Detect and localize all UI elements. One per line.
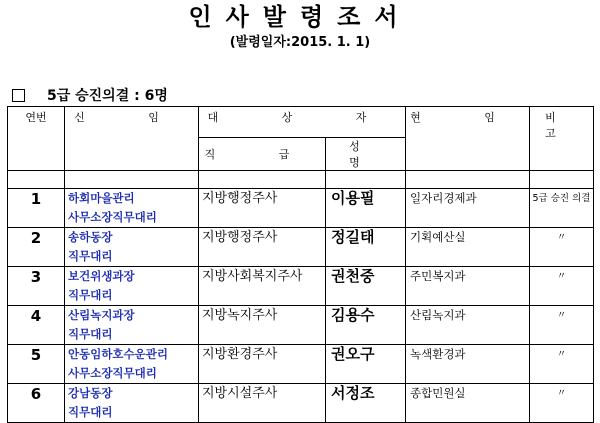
row-name: 권오구 <box>326 345 406 384</box>
new-post-line1: 보건위생과장 <box>68 269 135 283</box>
document-title: 인사발령조서 <box>188 3 412 31</box>
row-rank: 지방환경주사 <box>199 345 326 384</box>
row-current-post: 녹색환경과 <box>406 345 530 384</box>
row-rank: 지방행정주사 <box>199 228 326 267</box>
row-current-post: 종합민원실 <box>406 384 530 423</box>
row-rank: 지방시설주사 <box>199 384 326 423</box>
header-no: 연번 <box>8 107 65 171</box>
row-name: 정길태 <box>326 228 406 267</box>
row-no: 1 <box>8 189 65 228</box>
table-row <box>8 384 594 423</box>
blank-row <box>8 171 594 189</box>
header-name <box>326 138 406 171</box>
section-label: 5급 승진의결 : 6명 <box>47 88 168 104</box>
table-row <box>8 267 594 306</box>
header-current-post-label: 현 임 <box>410 111 525 124</box>
new-post-line2: 직무대리 <box>68 405 113 419</box>
new-post-line2: 직무대리 <box>68 327 113 341</box>
row-new-post <box>65 267 199 306</box>
row-current-post: 일자리경제과 <box>406 189 530 228</box>
new-post-line2: 사무소장직무대리 <box>68 366 157 380</box>
row-no: 3 <box>8 267 65 306</box>
table-row <box>8 345 594 384</box>
header-target <box>199 107 406 138</box>
row-new-post <box>65 228 199 267</box>
header-target-label: 대 상 자 <box>207 111 397 124</box>
row-note: 5급 승진 의결 <box>530 189 594 228</box>
new-post-line2: 직무대리 <box>68 249 113 263</box>
new-post-line1: 안동임하호수운관리 <box>68 347 168 361</box>
row-note: 〃 <box>530 228 594 267</box>
row-name: 권천중 <box>326 267 406 306</box>
section-heading <box>12 86 168 104</box>
row-name: 이용필 <box>326 189 406 228</box>
row-current-post: 산림녹지과 <box>406 306 530 345</box>
row-note: 〃 <box>530 384 594 423</box>
header-name-label: 성 명 <box>349 140 382 169</box>
row-no: 6 <box>8 384 65 423</box>
row-rank: 지방녹지주사 <box>199 306 326 345</box>
row-no: 4 <box>8 306 65 345</box>
row-note: 〃 <box>530 267 594 306</box>
row-rank: 지방행정주사 <box>199 189 326 228</box>
new-post-line1: 산림녹지과장 <box>68 308 135 322</box>
header-rank-label: 직 급 <box>204 148 320 161</box>
header-new-post <box>65 107 199 171</box>
appointment-table <box>7 106 594 423</box>
row-new-post <box>65 189 199 228</box>
new-post-line1: 송하동장 <box>68 230 113 244</box>
row-name: 서정조 <box>326 384 406 423</box>
new-post-line1: 강남동장 <box>68 386 113 400</box>
issue-date: (발령일자:2015. 1. 1) <box>229 35 371 50</box>
row-note: 〃 <box>530 306 594 345</box>
row-name: 김용수 <box>326 306 406 345</box>
header-rank <box>199 138 326 171</box>
new-post-line1: 하회마을관리 <box>68 191 135 205</box>
row-new-post <box>65 306 199 345</box>
table-row <box>8 306 594 345</box>
table-row <box>8 189 594 228</box>
row-no: 2 <box>8 228 65 267</box>
table-row <box>8 228 594 267</box>
new-post-line2: 사무소장직무대리 <box>68 210 157 224</box>
row-no: 5 <box>8 345 65 384</box>
row-new-post <box>65 345 199 384</box>
row-rank: 지방사회복지주사 <box>199 267 326 306</box>
header-current-post <box>406 107 530 171</box>
header-note-label: 비 고 <box>545 111 578 140</box>
checkbox-icon <box>12 89 25 102</box>
row-note: 〃 <box>530 345 594 384</box>
header-note <box>530 107 594 171</box>
header-new-post-label: 신 임 <box>74 111 189 124</box>
new-post-line2: 직무대리 <box>68 288 113 302</box>
row-new-post <box>65 384 199 423</box>
row-current-post: 기획예산실 <box>406 228 530 267</box>
row-current-post: 주민복지과 <box>406 267 530 306</box>
